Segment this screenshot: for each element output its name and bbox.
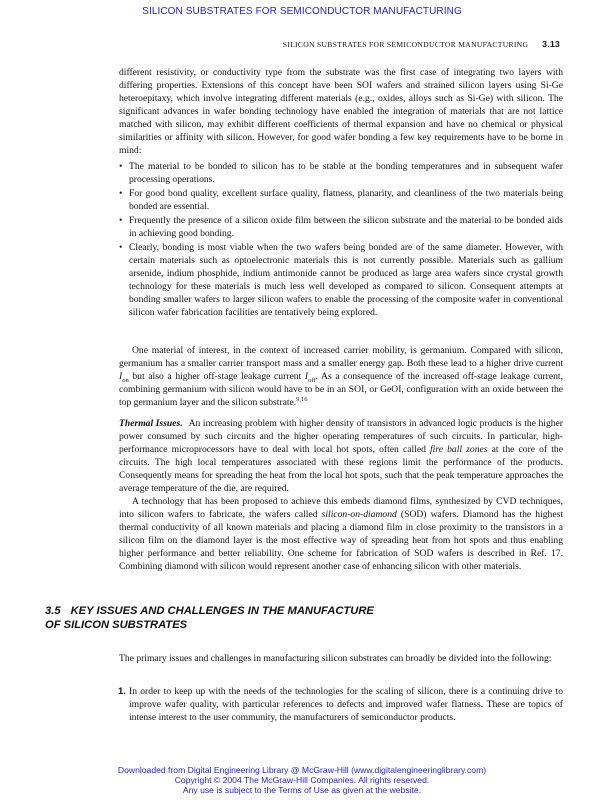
text-span: One material of interest, in the context of increased carrier mobility, is germanium. Compared with silicon, germanium has a smaller carrier transport mass and a smaller energy gap. Both these lead to a higher drive current xyxy=(119,345,563,369)
section-heading xyxy=(45,604,374,632)
list-item: • Clearly, bonding is most viable when the two wafers being bonded are of the same diameter. However, with certain materials such as optoelectronic materials this is not currently possible. Materials such as gallium arsenide, indium phosphide, indium antimonide cannot be produced as large area wafers since crystal growth technology for these materials is much less well developed as compared to silicon. Consequent attempts at bonding smaller wafers to larger silicon wafers to enable the processing of the composite wafer in conventional silicon wafer fabrication facilities are tentatively being explored. xyxy=(119,241,563,319)
body-paragraph: different resistivity, or conductivity type from the substrate was the first case of integrating two layers with differing properties. Extensions of this concept have been SOI wafers and strained silicon layers using Si-Ge heteroepitaxy, which involve integrating different materials (e.g., oxides, alloys such as Si-Ge) with silicon. The significant advances in wafer bonding technology have enabled the integration of materials that are not lattice matched with silicon, may exhibit different coefficients of thermal expansion and have no chemical or physical similarities or affinity with silicon. However, for good wafer bonding a few key requirements have to be borne in mind: xyxy=(119,67,563,156)
current-symbol: I xyxy=(304,371,309,382)
running-head xyxy=(283,39,560,49)
text-span: . As a consequence of the increased off-stage leakage current, combining germanium with silicon would have to be in an SOI, or GeOI, configuration with an oxide between the top germanium layer and the silicon substrate. xyxy=(119,371,563,408)
emphasis: fire ball zones xyxy=(430,444,488,455)
emphasis: silicon-on-diamond xyxy=(321,509,397,520)
subscript: on xyxy=(122,376,129,384)
bonding-requirements-list xyxy=(119,160,563,320)
list-item: • Frequently the presence of a silicon oxide film between the silicon substrate and the material to be bonded aids in achieving good bonding. xyxy=(119,214,563,240)
text-span: An increasing problem with higher density of transistors in advanced logic products is the higher power consumed by such circuits and the higher operating temperatures of such circuits. In particular, high-performance microprocessors have to deal with local hot spots, often called xyxy=(119,418,564,455)
current-symbol: I xyxy=(119,371,123,382)
item-text: In order to keep up with the needs of the technologies for the scaling of silicon, there is a continuing drive to improve wafer quality, with particular references to defects and improved wafer flatness. These are topics of intense interest to the user community, the manufacturers of semiconductor products. xyxy=(129,686,563,723)
top-banner: SILICON SUBSTRATES FOR SEMICONDUCTOR MANUFACTURING xyxy=(142,6,462,17)
running-head-title: SILICON SUBSTRATES FOR SEMICONDUCTOR MANUFACTURING xyxy=(282,40,529,49)
run-in-heading: Thermal Issues. xyxy=(119,418,183,429)
section-title-line-1: KEY ISSUES AND CHALLENGES IN THE MANUFACTURE xyxy=(70,605,374,617)
thermal-issues-block xyxy=(119,417,563,573)
footer-download-link[interactable]: Downloaded from Digital Engineering Library @ McGraw-Hill (www.digitalengineeringlibrary.com) xyxy=(117,765,487,775)
thermal-paragraph xyxy=(119,417,563,495)
item-number: 1. xyxy=(118,686,126,697)
text-span: (SOD) wafers. Diamond has the highest thermal conductivity of all known materials and placing a diamond film in close proximity to the transistors in a silicon film on the diamond layer is the most effective way of spreading heat from hot spots and thus enabling higher performance and better reliability. One scheme for fabrication of SOD wafers is described in Ref. 17. Combining diamond with silicon would represent another case of enhancing silicon with other materials. xyxy=(119,509,563,572)
footer-copyright: Copyright © 2004 The McGraw-Hill Companies. All rights reserved. xyxy=(174,775,430,785)
section-number: 3.5 xyxy=(45,605,61,617)
numbered-item xyxy=(119,685,563,724)
issues-list xyxy=(119,685,563,724)
text-span: A technology that has been proposed to achieve this embeds diamond films, synthesized by CVD techniques, into silicon wafers to fabricate, the wafers called xyxy=(119,496,563,520)
diamond-paragraph xyxy=(119,495,563,573)
list-item: • The material to be bonded to silicon has to be stable at the bonding temperatures and in subsequent wafer processing operations. xyxy=(119,160,563,186)
text-span: at the core of the circuits. The high local temperatures associated with these regions limit the performance of the products. Consequently means for spreading the heat from the local hot spots, such that the peak temperature approaches the average temperature of the die, are required. xyxy=(119,444,563,494)
subscript: off xyxy=(308,376,316,384)
text-span: but also a higher off-stage leakage current xyxy=(128,371,305,382)
section-title-line-2: OF SILICON SUBSTRATES xyxy=(45,619,188,631)
footer xyxy=(0,765,604,795)
page-number: 3.13 xyxy=(542,39,560,49)
reference-superscript: 9,16 xyxy=(296,395,308,403)
germanium-paragraph xyxy=(119,344,563,409)
footer-terms-link[interactable]: Any use is subject to the Terms of Use as given at the website. xyxy=(182,785,422,795)
list-item: • For good bond quality, excellent surface quality, flatness, planarity, and cleanliness of the two materials being bonded are essential. xyxy=(119,187,563,213)
issues-intro: The primary issues and challenges in manufacturing silicon substrates can broadly be divided into the following: xyxy=(119,653,552,664)
